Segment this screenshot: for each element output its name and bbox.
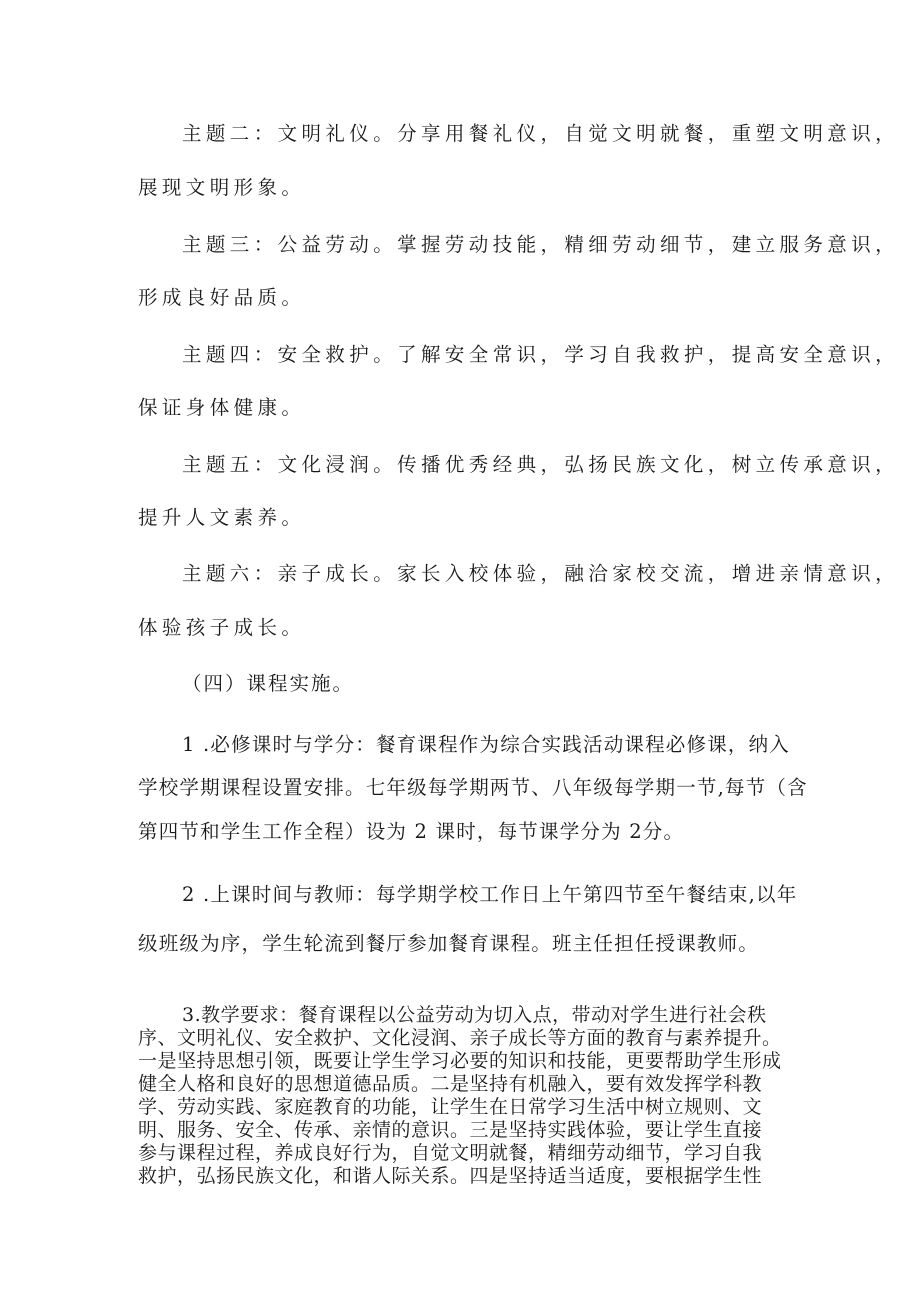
item-3-line-5: 学、劳动实践、家庭教育的功能，让学生在日常学习生活中树立规则、文 [138, 1096, 763, 1118]
item-1-line-3: 第四节和学生工作全程）设为 2 课时，每节课学分为 2分。 [138, 820, 685, 843]
item-3-line-6: 明、服务、安全、传承、亲情的意识。三是坚持实践体验，要让学生直接 [138, 1119, 763, 1141]
theme-2-line-2: 展现文明形象。 [138, 176, 306, 199]
item-3-line-4: 健全人格和良好的思想道德品质。二是坚持有机融入，要有效发挥学科教 [138, 1073, 763, 1095]
item-3-line-3: 一是坚持思想引领，既要让学生学习必要的知识和技能，更要帮助学生形成 [138, 1050, 782, 1072]
item-3-line-1: 3.教学要求：餐育课程以公益劳动为切入点，带动对学生进行社会秩 [182, 1004, 767, 1026]
item-3-line-7: 参与课程过程，养成良好行为，自觉文明就餐，精细劳动细节，学习自我 [138, 1142, 763, 1164]
theme-6-line-2: 体验孩子成长。 [138, 616, 306, 639]
theme-4-line-1: 主题四：安全救护。了解安全常识，学习自我救护，提高安全意识， [182, 343, 900, 366]
theme-6-line-1: 主题六：亲子成长。家长入校体验，融洽家校交流，增进亲情意识， [182, 562, 900, 585]
theme-4-line-2: 保证身体健康。 [138, 396, 306, 419]
item-3-line-8: 救护，弘扬民族文化，和谐人际关系。四是坚持适当适度，要根据学生性 [138, 1165, 763, 1187]
theme-3-line-1: 主题三：公益劳动。掌握劳动技能，精细劳动细节，建立服务意识， [182, 233, 900, 256]
section-heading: （四）课程实施。 [182, 672, 355, 695]
theme-3-line-2: 形成良好品质。 [138, 286, 306, 309]
item-2-line-2: 级班级为序，学生轮流到餐厅参加餐育课程。班主任担任授课教师。 [138, 932, 760, 955]
item-3-line-2: 序、文明礼仪、安全救护、文化浸润、亲子成长等方面的教育与素养提升。 [138, 1027, 782, 1049]
item-1-line-2: 学校学期课程设置安排。七年级每学期两节、八年级每学期一节,每节（含 [138, 776, 808, 799]
theme-5-line-2: 提升人文素养。 [138, 506, 306, 529]
item-2-line-1: 2 .上课时间与教师：每学期学校工作日上午第四节至午餐结束,以年 [182, 883, 798, 906]
theme-5-line-1: 主题五：文化浸润。传播优秀经典，弘扬民族文化，树立传承意识， [182, 453, 900, 476]
theme-2-line-1: 主题二：文明礼仪。分享用餐礼仪，自觉文明就餐，重塑文明意识， [182, 122, 900, 145]
item-1-line-1: 1 .必修课时与学分：餐育课程作为综合实践活动课程必修课，纳入 [182, 733, 791, 756]
